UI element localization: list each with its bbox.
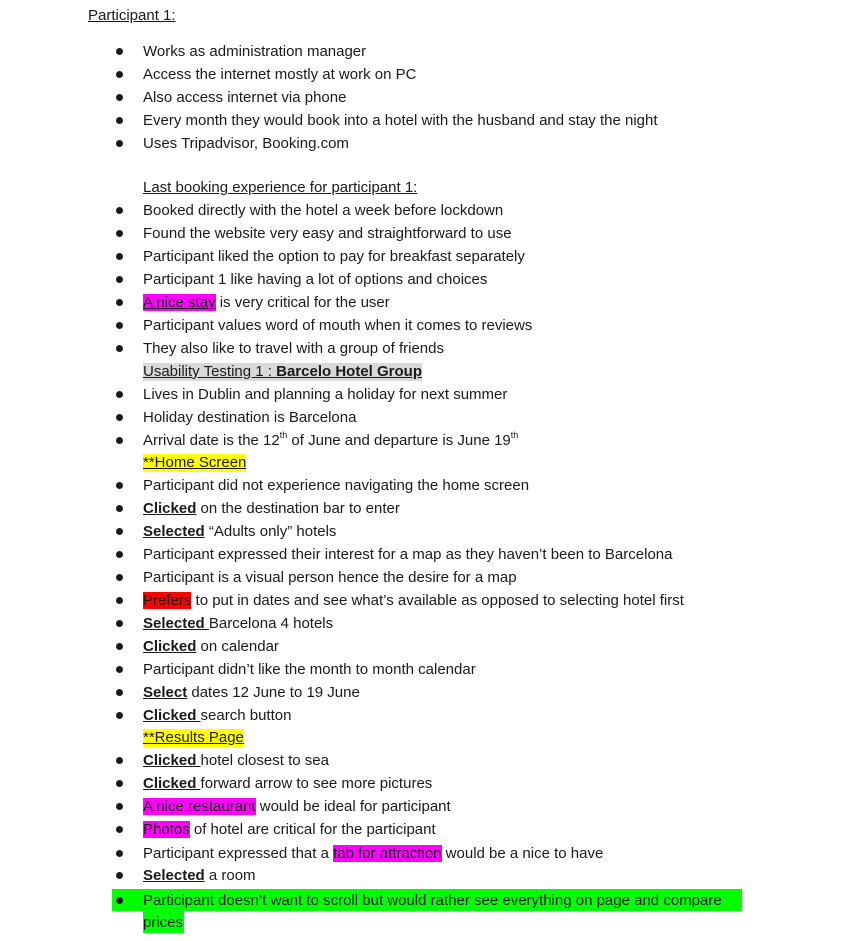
last-booking-title: Last booking experience for participant 1: <box>143 179 418 196</box>
list-item: Booked directly with the hotel a week before lockdown <box>143 202 504 219</box>
bullet <box>116 71 123 78</box>
bullet <box>116 620 123 627</box>
usability-testing-title <box>143 363 422 381</box>
list-item-text: forward arrow to see more pictures <box>200 775 433 792</box>
list-item-text: to put in dates and see what’s available as opposed to selecting hotel first <box>191 592 684 609</box>
list-item: Also access internet via phone <box>143 89 347 106</box>
list-item-text: dates 12 June to 19 June <box>187 684 360 701</box>
bullet <box>116 345 123 352</box>
bullet <box>116 117 123 124</box>
list-item-text: a room <box>204 867 256 884</box>
bullet <box>116 253 123 260</box>
bullet <box>116 505 123 512</box>
list-item <box>143 432 518 450</box>
bullet <box>116 48 123 55</box>
list-item: Found the website very easy and straightforward to use <box>143 225 512 242</box>
highlight-photos: Photos <box>143 821 190 838</box>
list-item: Lives in Dublin and planning a holiday for next summer <box>143 386 508 403</box>
list-item: Participant doesn’t want to scroll but would rather see everything on page and compare <box>143 892 722 909</box>
bullet <box>116 574 123 581</box>
list-item-text: hotel closest to sea <box>200 752 329 769</box>
list-item: Participant expressed their interest for a map as they haven’t been to Barcelona <box>143 546 673 563</box>
bullet <box>116 597 123 604</box>
bullet <box>116 140 123 147</box>
list-item: Participant liked the option to pay for breakfast separately <box>143 248 525 265</box>
list-item-continuation: prices <box>143 914 184 931</box>
bullet <box>116 666 123 673</box>
action-word: Clicked <box>143 500 197 517</box>
list-item-text: search button <box>200 707 292 724</box>
list-item-text: would be a nice to have <box>441 845 604 862</box>
bullet <box>116 94 123 101</box>
action-word: Selected <box>143 615 209 632</box>
action-word: Clicked <box>143 752 201 769</box>
superscript: th <box>510 430 519 440</box>
list-item: Uses Tripadvisor, Booking.com <box>143 135 349 152</box>
list-item-text: is very critical for the user <box>215 294 390 311</box>
home-screen-label: **Home Screen <box>143 454 247 471</box>
action-word: Select <box>143 684 188 701</box>
arrival-text: Arrival date is the 12 <box>143 432 280 449</box>
list-item <box>143 294 390 312</box>
bullet <box>116 803 123 810</box>
bullet <box>116 780 123 787</box>
list-item <box>143 707 291 725</box>
usability-title-hotel: Barcelo Hotel Group <box>276 363 422 380</box>
bullet <box>116 872 123 879</box>
highlight-nice-stay: A nice stay <box>143 294 216 311</box>
list-item <box>143 500 400 518</box>
list-item <box>143 592 684 610</box>
bullet <box>116 689 123 696</box>
superscript: th <box>279 430 288 440</box>
list-item: Participant didn’t like the month to month calendar <box>143 661 476 678</box>
highlight-attraction-tab: tab for attraction <box>333 845 442 862</box>
list-item <box>143 523 336 541</box>
list-item <box>143 638 279 656</box>
bullet <box>116 850 123 857</box>
list-item <box>143 752 329 770</box>
list-item <box>143 615 333 633</box>
bullet <box>116 437 123 444</box>
list-item-text: on the destination bar to enter <box>196 500 400 517</box>
bullet <box>116 712 123 719</box>
action-word: Selected <box>143 867 205 884</box>
list-item <box>143 798 451 816</box>
bullet <box>116 276 123 283</box>
list-item: They also like to travel with a group of friends <box>143 340 444 357</box>
list-item: Participant values word of mouth when it comes to reviews <box>143 317 533 334</box>
list-item: Every month they would book into a hotel with the husband and stay the night <box>143 112 658 129</box>
list-item: Participant is a visual person hence the desire for a map <box>143 569 517 586</box>
list-item <box>143 845 603 863</box>
bullet <box>116 643 123 650</box>
list-item-text: Barcelona 4 hotels <box>208 615 334 632</box>
bullet <box>116 528 123 535</box>
list-item: Works as administration manager <box>143 43 367 60</box>
bullet <box>116 757 123 764</box>
list-item <box>143 821 436 839</box>
action-word: Clicked <box>143 775 201 792</box>
list-item-text: on calendar <box>196 638 279 655</box>
list-item <box>143 684 360 702</box>
bullet <box>116 230 123 237</box>
list-item <box>143 775 432 793</box>
highlight-restaurant: A nice restaurant <box>143 798 256 815</box>
bullet <box>116 482 123 489</box>
usability-title-text: Usability Testing 1 : <box>143 363 277 380</box>
list-item: Participant 1 like having a lot of options and choices <box>143 271 488 288</box>
list-item-text: of hotel are critical for the participant <box>189 821 436 838</box>
results-page-label: **Results Page <box>143 729 244 746</box>
arrival-text: of June and departure is June 19 <box>287 432 511 449</box>
list-item-text: “Adults only” hotels <box>204 523 337 540</box>
bullet <box>116 414 123 421</box>
list-item: Holiday destination is Barcelona <box>143 409 357 426</box>
list-item: Participant did not experience navigating the home screen <box>143 477 530 494</box>
bullet <box>116 551 123 558</box>
bullet <box>116 299 123 306</box>
list-item-text: would be ideal for participant <box>255 798 451 815</box>
list-item-text: Participant expressed that a <box>143 845 334 862</box>
action-word: Selected <box>143 523 205 540</box>
list-item <box>143 867 256 885</box>
list-item: Access the internet mostly at work on PC <box>143 66 417 83</box>
bullet <box>116 391 123 398</box>
bullet <box>116 207 123 214</box>
action-word: Clicked <box>143 707 201 724</box>
bullet <box>116 826 123 833</box>
bullet <box>116 897 123 904</box>
highlight-prefers: Prefers <box>143 592 192 609</box>
participant-heading: Participant 1: <box>88 7 176 24</box>
action-word: Clicked <box>143 638 197 655</box>
bullet <box>116 322 123 329</box>
